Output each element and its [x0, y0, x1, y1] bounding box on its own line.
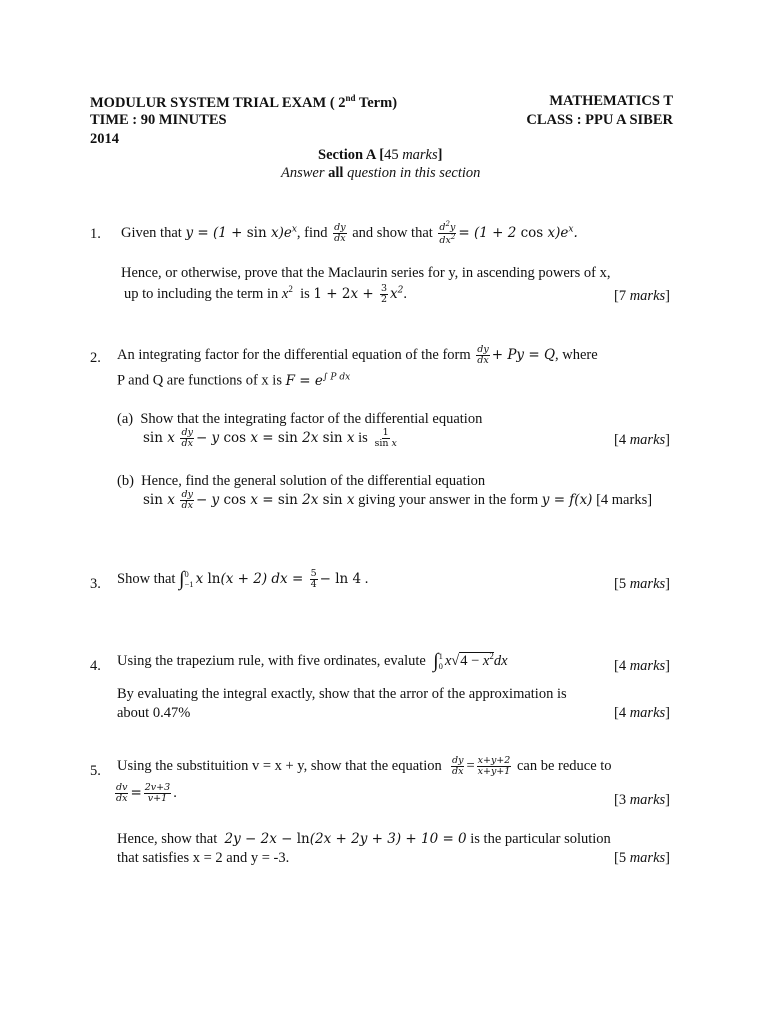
question-4-text: Using the trapezium rule, with five ordinates, evalute ∫ 1 0 $x√4 - x^2dx$: [117, 650, 508, 672]
question-2b-equation: sin x $\frac{dy}{dx}$ − y cos x = sin 2x sin x giving your answer in the form y = f(x) [4 marks]: [143, 489, 653, 511]
question-3-text: Show that ∫ 0 −1 x ln(x + 2) dx = $\frac{5}{4}$ − ln 4 .: [117, 568, 369, 590]
question-5-reduced: $\frac{dv}{dx}$ = $\frac{2v+3}{v+1}$ .: [116, 782, 177, 804]
question-5-number: 5.: [90, 763, 101, 779]
question-2a-equation: sin x $\frac{dy}{dx}$ − y cos x = sin 2x sin x is $\frac{1}{\text{sin x}}$: [143, 427, 397, 449]
question-1-marks: [7 marks]: [613, 288, 670, 304]
question-3-number: 3.: [90, 576, 101, 592]
q1-equation-y: $y = (1 + \sin x)e^x$: [185, 224, 297, 241]
section-title: Section A [45 marks]: [318, 147, 443, 163]
question-2-line1: An integrating factor for the differential equation of the form $\frac{dy}{dx}$ + Py = Q, where: [117, 344, 598, 366]
exam-time: TIME : 90 MINUTES: [90, 112, 227, 128]
section-instruction: Answer all question in this section: [281, 165, 481, 181]
question-4-line2: By evaluating the integral exactly, show that the arror of the approximation is: [117, 686, 567, 702]
class-label: CLASS : PPU A SIBER: [526, 112, 673, 128]
question-2a-marks: [4 marks]: [613, 432, 670, 448]
question-5-hence: Hence, show that 2y − 2x − ln(2x + 2y + 3) + 10 = 0 is the particular solution: [117, 831, 611, 847]
question-4-marks-2: [4 marks]: [613, 705, 670, 721]
question-1-series: up to including the term in $x^2$ is 1 + 2x + $\frac{3}{2}$ $x^2$.: [124, 283, 407, 305]
question-2a-label: (a) Show that the integrating factor of the differential equation: [117, 411, 483, 427]
question-4-line3: about 0.47%: [117, 705, 191, 721]
question-5-text: Using the substituition v = x + y, show that the equation $\frac{dy}{dx}$ = $\frac{x+y+2}{x+y+1}$ can be reduce to: [117, 755, 612, 777]
question-2-number: 2.: [90, 350, 101, 366]
q1-d2y-dx2: $\frac{d^2y}{dx^2}$: [439, 220, 456, 247]
question-1-line1: Given that $y = (1 + \sin x)e^x$, find $\frac{dy}{dx}$ and show that $\frac{d^2y}{dx^2}$ = (1 + 2 $\cos x)e^x$.: [121, 220, 578, 247]
question-1-hence: Hence, or otherwise, prove that the Maclaurin series for y, in ascending powers of x,: [121, 265, 611, 281]
exam-title: MODULUR SYSTEM TRIAL EXAM ( 2nd Term): [90, 93, 398, 111]
question-4-number: 4.: [90, 658, 101, 674]
exam-year: 2014: [90, 131, 119, 147]
question-5-line3: that satisfies x = 2 and y = -3.: [117, 850, 290, 866]
question-5-marks-2: [5 marks]: [613, 850, 670, 866]
subject-title: MATHEMATICS T: [549, 93, 673, 109]
question-2b-label: (b) Hence, find the general solution of the differential equation: [117, 473, 486, 489]
question-2-line2: P and Q are functions of x is $F = e^{\int P dx}$: [117, 372, 351, 389]
question-4-marks-1: [4 marks]: [613, 658, 670, 674]
question-3-marks: [5 marks]: [613, 576, 670, 592]
question-1-number: 1.: [90, 226, 101, 242]
q1-dy-dx: $\frac{dy}{dx}$: [334, 222, 346, 245]
question-5-marks-1: [3 marks]: [613, 792, 670, 808]
